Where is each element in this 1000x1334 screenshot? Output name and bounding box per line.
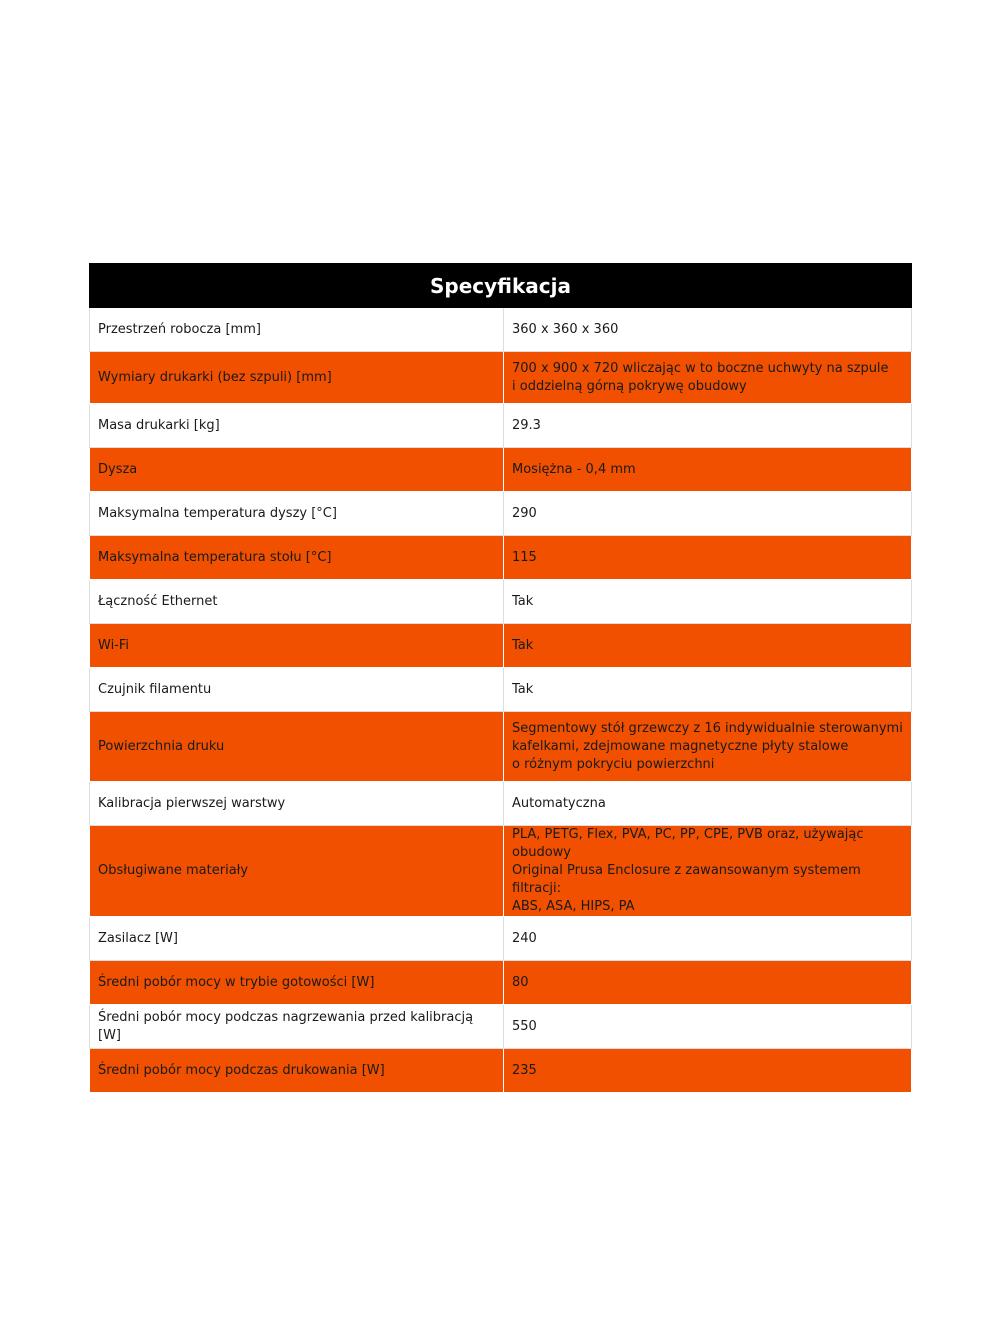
table-row bbox=[90, 448, 912, 492]
spec-value: 360 x 360 x 360 bbox=[504, 308, 912, 352]
spec-label: Łączność Ethernet bbox=[90, 580, 504, 624]
table-row bbox=[90, 1049, 912, 1093]
table-title: Specyfikacja bbox=[90, 264, 912, 308]
table-row bbox=[90, 1005, 912, 1049]
table-row bbox=[90, 712, 912, 782]
spec-label: Masa drukarki [kg] bbox=[90, 404, 504, 448]
spec-label: Kalibracja pierwszej warstwy bbox=[90, 782, 504, 826]
spec-value: 235 bbox=[504, 1049, 912, 1093]
spec-value: Tak bbox=[504, 624, 912, 668]
spec-label: Średni pobór mocy w trybie gotowości [W] bbox=[90, 961, 504, 1005]
spec-label: Dysza bbox=[90, 448, 504, 492]
table-header-row bbox=[90, 264, 912, 308]
spec-value: 80 bbox=[504, 961, 912, 1005]
spec-value: 550 bbox=[504, 1005, 912, 1049]
spec-label: Zasilacz [W] bbox=[90, 917, 504, 961]
specification-table bbox=[89, 263, 912, 1093]
table-row bbox=[90, 668, 912, 712]
spec-value: 240 bbox=[504, 917, 912, 961]
table-row bbox=[90, 782, 912, 826]
table-row bbox=[90, 961, 912, 1005]
spec-label: Średni pobór mocy podczas nagrzewania przed kalibracją [W] bbox=[90, 1005, 504, 1049]
spec-label: Średni pobór mocy podczas drukowania [W] bbox=[90, 1049, 504, 1093]
spec-label: Wi-Fi bbox=[90, 624, 504, 668]
spec-value: 115 bbox=[504, 536, 912, 580]
table-row bbox=[90, 917, 912, 961]
table-row bbox=[90, 624, 912, 668]
spec-value: PLA, PETG, Flex, PVA, PC, PP, CPE, PVB oraz, używając obudowy Original Prusa Enclosure z zawansowanym systemem filtracji: ABS, ASA, HIPS, PA bbox=[504, 826, 912, 917]
spec-label: Przestrzeń robocza [mm] bbox=[90, 308, 504, 352]
spec-value: 290 bbox=[504, 492, 912, 536]
table-row bbox=[90, 492, 912, 536]
spec-label: Maksymalna temperatura stołu [°C] bbox=[90, 536, 504, 580]
spec-value: Mosiężna - 0,4 mm bbox=[504, 448, 912, 492]
table-row bbox=[90, 404, 912, 448]
spec-label: Czujnik filamentu bbox=[90, 668, 504, 712]
spec-value: Tak bbox=[504, 580, 912, 624]
spec-label: Maksymalna temperatura dyszy [°C] bbox=[90, 492, 504, 536]
table-row bbox=[90, 536, 912, 580]
spec-value: Automatyczna bbox=[504, 782, 912, 826]
table-row bbox=[90, 580, 912, 624]
spec-label: Powierzchnia druku bbox=[90, 712, 504, 782]
table-row bbox=[90, 308, 912, 352]
spec-value: Segmentowy stół grzewczy z 16 indywidualnie sterowanymi kafelkami, zdejmowane magnetyczne płyty stalowe o różnym pokryciu powierzchni bbox=[504, 712, 912, 782]
spec-label: Obsługiwane materiały bbox=[90, 826, 504, 917]
spec-label: Wymiary drukarki (bez szpuli) [mm] bbox=[90, 352, 504, 404]
table-row bbox=[90, 352, 912, 404]
spec-value: Tak bbox=[504, 668, 912, 712]
table-row bbox=[90, 826, 912, 917]
spec-value: 29.3 bbox=[504, 404, 912, 448]
spec-value: 700 x 900 x 720 wliczając w to boczne uchwyty na szpule i oddzielną górną pokrywę obudowy bbox=[504, 352, 912, 404]
